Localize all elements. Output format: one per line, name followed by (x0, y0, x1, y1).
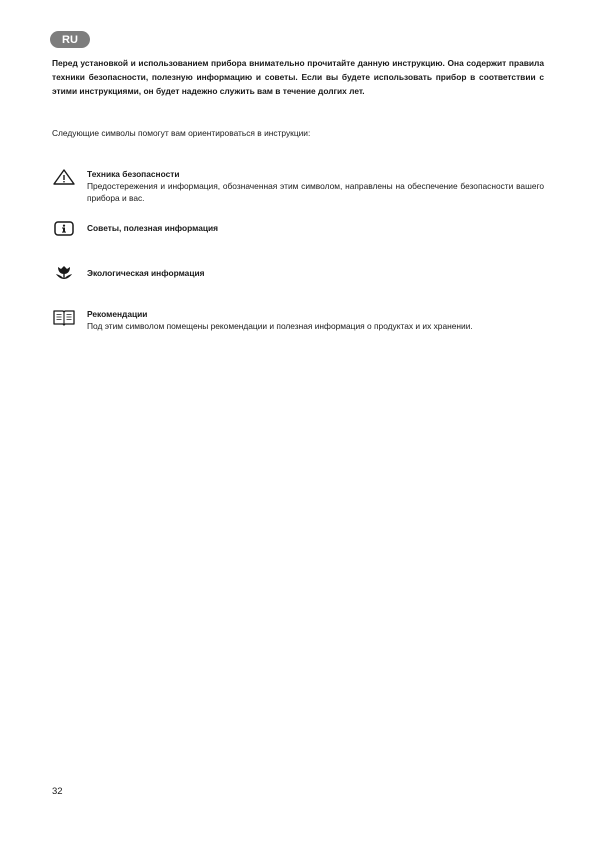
info-icon (52, 220, 76, 238)
symbol-title: Советы, полезная информация (87, 223, 219, 233)
symbol-description: Под этим символом помещены рекомендации и полезная информация о продуктах и их хранении. (87, 321, 473, 331)
page-number: 32 (52, 786, 63, 797)
language-badge: RU (50, 31, 90, 48)
symbol-title: Рекомендации (87, 309, 148, 319)
symbol-title: Экологическая информация (87, 268, 205, 278)
symbols-lead-text: Следующие символы помогут вам ориентироваться в инструкции: (52, 128, 311, 138)
warning-triangle-icon (52, 168, 76, 186)
symbol-title: Техника безопасности (87, 169, 180, 179)
open-book-icon (52, 308, 76, 326)
ecology-flower-icon (52, 264, 76, 282)
symbol-description: Предостережения и информация, обозначенная этим символом, направлены на обеспечение безопасности вашего прибора и вас. (87, 181, 544, 203)
intro-paragraph: Перед установкой и использованием прибора внимательно прочитайте данную инструкцию. Она содержит правила техники безопасности, полезную информацию и советы. Если вы будете использовать прибор в соответствии с этими инструкциями, он будет надежно служить вам в течение долгих лет. (52, 58, 544, 96)
